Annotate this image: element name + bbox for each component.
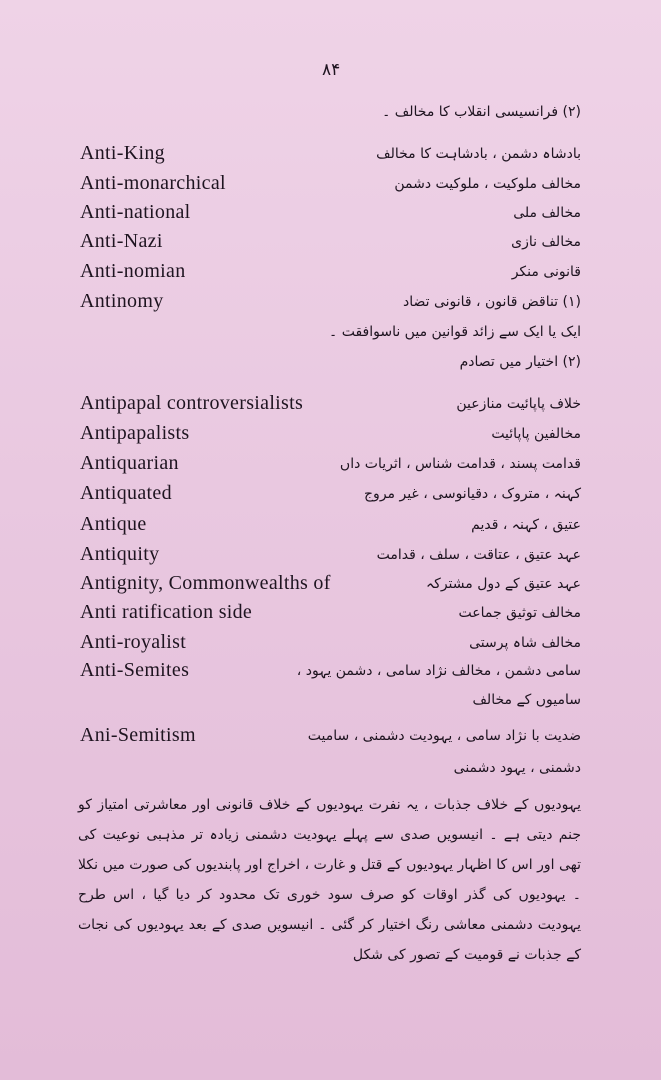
entry-term: Anti-nomian [80,260,186,282]
entry-definition: سامی دشمن ، مخالف نژاد سامی ، دشمن یہود ، [296,663,581,679]
entry-term: Anti-national [80,201,191,223]
entry-term: Antiquarian [80,452,179,474]
entry-term: Anti ratification side [80,601,253,623]
entry-definition: قدامت پسند ، قدامت شناس ، اثریات داں [339,456,581,472]
entry-definition: دشمنی ، یہود دشمنی [453,760,581,776]
entry-term: Anti-Nazi [80,230,163,252]
entry-definition: عہد عتیق ، عتاقت ، سلف ، قدامت [376,547,581,563]
entry-term: Anti-monarchical [80,172,226,194]
entry-term: Anti-Semites [80,659,190,681]
entry-definition: قانونی منکر [511,264,581,280]
entry-definition: مخالف نازی [511,234,581,250]
entry-definition: کہنہ ، متروک ، دقیانوسی ، غیر مروج [364,486,581,502]
entry-definition: مخالف شاہ پرستی [469,635,581,651]
entry-definition: ضدیت با نژاد سامی ، یہودیت دشمنی ، سامیت [307,728,581,744]
entry-term: Antiquated [80,482,172,504]
entry-definition: مخالف ملی [513,205,581,221]
continuation-heading: (۲) فرانسیسی انقلاب کا مخالف ۔ [382,104,581,120]
entry-term: Antinomy [80,290,164,312]
entry-term: Anti-King [80,142,165,164]
entry-term: Ani-Semitism [80,724,196,746]
entry-definition: ایک یا ایک سے زائد قوانین میں ناسوافقت ۔ [329,324,581,340]
definition-paragraph: یہودیوں کے خلاف جذبات ، یہ نفرت یہودیوں کے خلاف قانونی اور معاشرتی امتیاز کو جنم دیتی ہے ۔ انیسویں صدی سے پہلے یہودیت دشمنی زیادہ تر مذہبی نوعیت کی تھی اور اس کا اظہار یہودیوں کے قتل و غارت ، اخراج اور پابندیوں کی صورت میں نکلا ۔ یہودیوں کی گذر اوقات کو صرف سود خوری تک محدود کر دیا گیا ، اس طرح یہودیت دشمنی معاشی رنگ اختیار کر گئی ۔ انیسویں صدی کے بعد یہودیوں کی نجات کے جذبات نے قومیت کے تصور کی شکل [78,797,581,963]
entry-definition: مخالفین پاپائیت [491,426,581,442]
entry-term: Antipapalists [80,422,190,444]
entry-term: Antipapal controversialists [80,392,304,414]
entry-definition: بادشاہ دشمن ، بادشاہت کا مخالف [376,146,581,162]
entry-term: Anti-royalist [80,631,187,653]
entry-definition: خلاف پاپائیت منازعین [456,396,581,412]
entry-term: Antignity, Commonwealths of [80,572,331,594]
entry-definition: (۲) اختیار میں تصادم [459,354,581,370]
entry-definition: (۱) تناقض قانون ، قانونی تضاد [402,294,581,310]
entry-term: Antique [80,513,147,535]
entry-term: Antiquity [80,543,160,565]
entry-definition: مخالف توثیق جماعت [458,605,581,621]
page-number: ۸۴ [322,60,341,80]
entry-definition: مخالف ملوکیت ، ملوکیت دشمن [394,176,581,192]
entry-definition: عہد عتیق کے دول مشترکہ [425,576,581,592]
entry-definition: سامیوں کے مخالف [472,692,581,708]
entry-definition: عتیق ، کہنہ ، قدیم [471,517,581,533]
